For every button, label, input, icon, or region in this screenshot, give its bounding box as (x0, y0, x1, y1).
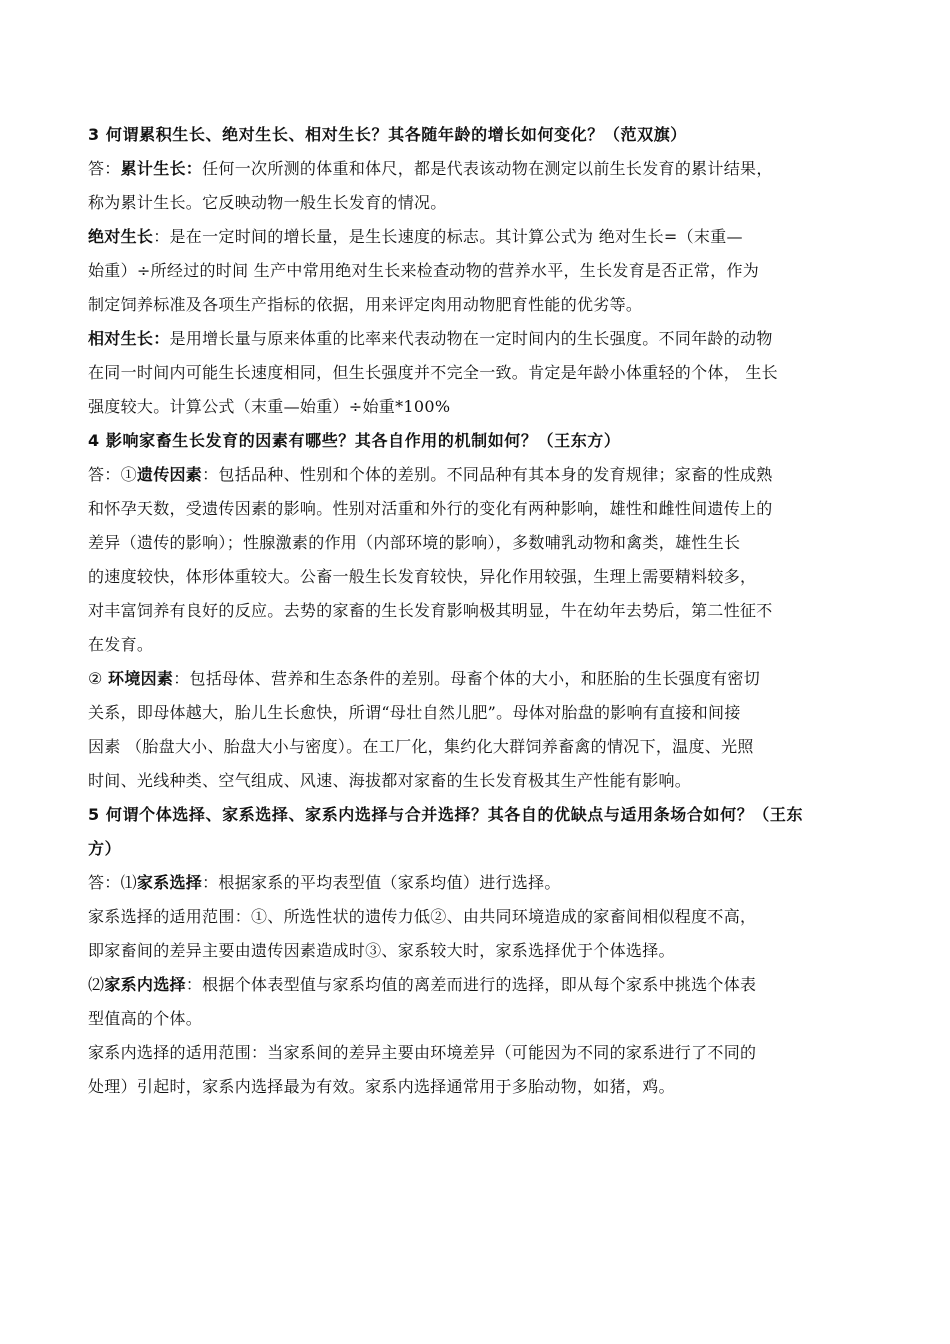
answer-prefix: 答： (88, 159, 121, 178)
document-page (88, 118, 878, 1104)
term-family-selection: 家系选择 (136, 873, 203, 892)
q3-answer-line-2: 称为累计生长。它反映动物一般生长发育的情况。 (88, 193, 447, 212)
text-segment: 是用增长量与原来体重的比率来代表动物在一定时间内的生长强度。不同年龄的动物 (169, 329, 773, 348)
q4-genetic-line-3: 差异（遗传的影响）；性腺激素的作用（内部环境的影响），多数哺乳动物和禽类，雄性生长 (88, 533, 741, 552)
q5-within-scope-line-2: 处理）引起时，家系内选择最为有效。家系内选择通常用于多胎动物，如猪，鸡。 (88, 1077, 675, 1096)
q4-genetic-line-5: 对丰富饲养有良好的反应。去势的家畜的生长发育影响极其明显，牛在幼年去势后，第二性征不 (88, 601, 773, 620)
q4-environment-line-4: 时间、光线种类、空气组成、风速、海拔都对家畜的生长发育极其生产性能有影响。 (88, 771, 692, 790)
q5-family-scope-line-1: 家系选择的适用范围：①、所选性状的遗传力低②、由共同环境造成的家畜间相似程度不高， (88, 907, 757, 926)
q5-within-family-line-2: 型值高的个体。 (88, 1009, 203, 1028)
q5-within-family-line-1 (88, 968, 878, 1002)
term-genetic-factors: 遗传因素 (136, 465, 203, 484)
question-5-title-line-2: 方） (88, 839, 122, 858)
q3-relative-line-2: 在同一时间内可能生长速度相同，但生长强度并不完全一致。肯定是年龄小体重轻的个体， 生长 (88, 363, 778, 382)
text-segment: ：包括品种、性别和个体的差别。不同品种有其本身的发育规律；家畜的性成熟 (202, 465, 773, 484)
q4-environment-line-3: 因素 （胎盘大小、胎盘大小与密度）。在工厂化，集约化大群饲养畜禽的情况下，温度、光照 (88, 737, 754, 756)
text-segment: ：根据个体表型值与家系均值的离差而进行的选择，即从每个家系中挑选个体表 (185, 975, 757, 994)
q3-answer-line-1 (88, 152, 878, 186)
term-cumulative-growth: 累计生长： (120, 159, 203, 178)
answer-prefix: 答：① (88, 465, 137, 484)
q3-relative-line-1 (88, 322, 878, 356)
q4-genetic-line-6: 在发育。 (88, 635, 154, 654)
answer-prefix: 答：⑴ (88, 873, 137, 892)
term-absolute-growth: 绝对生长 (88, 227, 154, 246)
q3-absolute-line-1 (88, 220, 878, 254)
question-3-title: 3 何谓累积生长、绝对生长、相对生长？其各随年龄的增长如何变化？（范双旗） (88, 125, 687, 144)
q3-relative-line-3: 强度较大。计算公式（末重—始重）÷始重*100% (88, 397, 451, 416)
term-within-family-selection: 家系内选择 (104, 975, 186, 994)
q5-family-scope-line-2: 即家畜间的差异主要由遗传因素造成时③、家系较大时，家系选择优于个体选择。 (88, 941, 675, 960)
text-segment: ：根据家系的平均表型值（家系均值）进行选择。 (202, 873, 561, 892)
item-prefix: ⑵ (88, 975, 105, 994)
q4-environment-line-2: 关系，即母体越大，胎儿生长愈快，所谓“母壮自然儿肥”。母体对胎盘的影响有直接和间接 (88, 703, 741, 722)
question-5-title-line-1: 5 何谓个体选择、家系选择、家系内选择与合并选择？其各自的优缺点与适用条场合如何？（王东 (88, 805, 804, 824)
term-environmental-factors: 环境因素 (108, 669, 174, 688)
q4-environment-line-1 (88, 662, 878, 696)
q3-absolute-line-3: 制定饲养标准及各项生产指标的依据，用来评定肉用动物肥育性能的优劣等。 (88, 295, 643, 314)
q4-genetic-line-1 (88, 458, 878, 492)
question-4-title: 4 影响家畜生长发育的因素有哪些？其各自作用的机制如何？（王东方） (88, 431, 621, 450)
q3-absolute-line-2: 始重）÷所经过的时间 生产中常用绝对生长来检查动物的营养水平，生长发育是否正常，作为 (88, 261, 760, 280)
term-relative-growth: 相对生长： (88, 329, 170, 348)
q4-genetic-line-4: 的速度较快，体形体重较大。公畜一般生长发育较快，异化作用较强，生理上需要精料较多， (88, 567, 757, 586)
q5-family-selection-line-1 (88, 866, 878, 900)
text-segment: 任何一次所测的体重和体尺，都是代表该动物在测定以前生长发育的累计结果， (202, 159, 773, 178)
text-segment: ：包括母体、营养和生态条件的差别。母畜个体的大小，和胚胎的生长强度有密切 (173, 669, 761, 688)
q4-genetic-line-2: 和怀孕天数，受遗传因素的影响。性别对活重和外行的变化有两种影响，雄性和雌性间遗传上的 (88, 499, 773, 518)
q5-within-scope-line-1: 家系内选择的适用范围：当家系间的差异主要由环境差异（可能因为不同的家系进行了不同的 (88, 1043, 757, 1062)
text-segment: ：是在一定时间的增长量，是生长速度的标志。其计算公式为 绝对生长=（末重— (153, 227, 743, 246)
item-prefix: ② (88, 669, 109, 688)
